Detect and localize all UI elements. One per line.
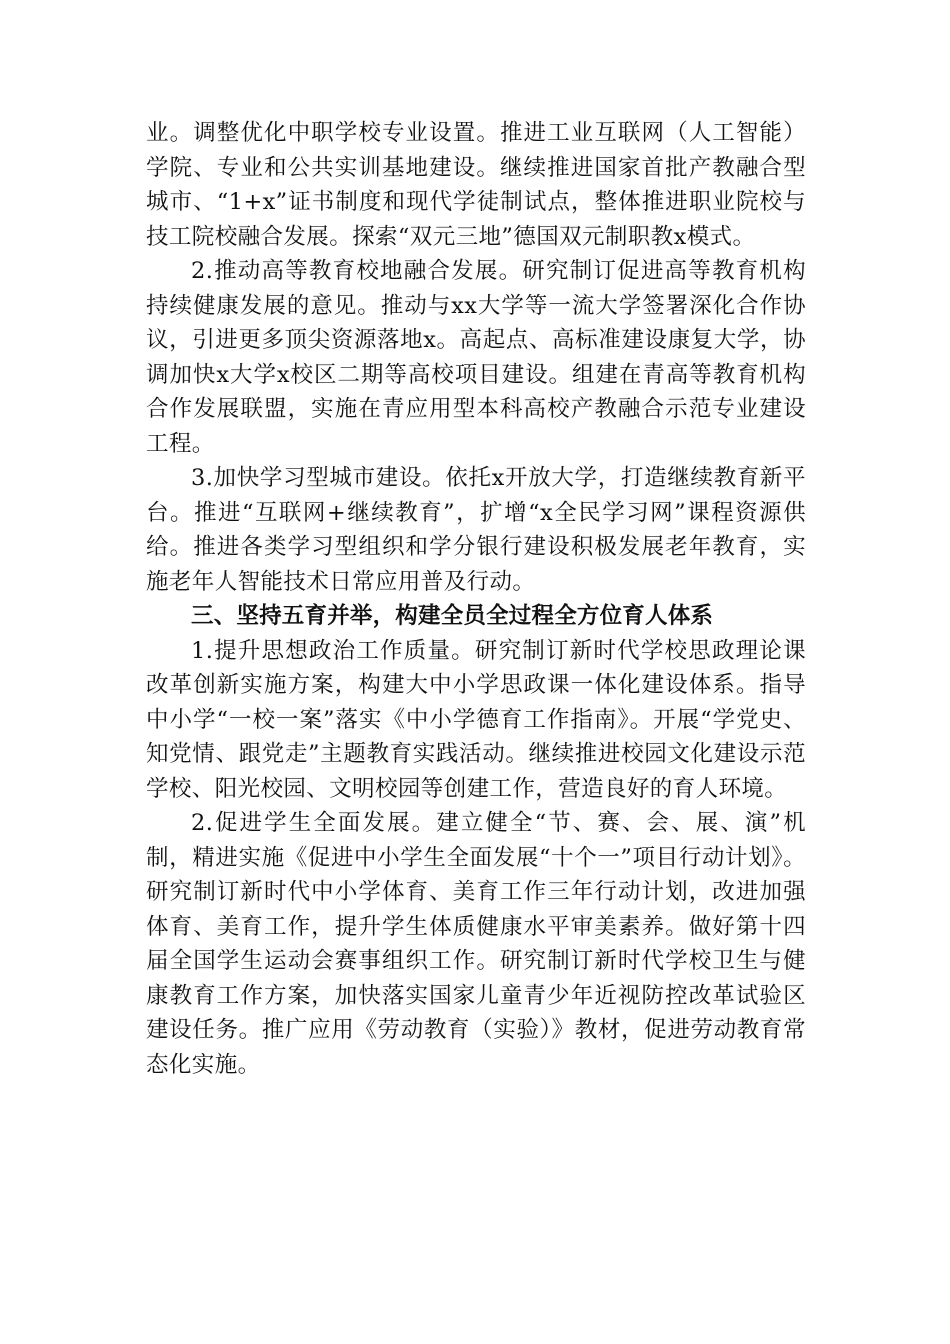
paragraph-learning-city: 3.加快学习型城市建设。依托x开放大学，打造继续教育新平台。推进“互联网+继续教育”，扩增“x全民学习网”课程资源供给。推进各类学习型组织和学分银行建设积极发展老年教育，实施老年人智能技术日常应用普及行动。 xyxy=(146,465,806,595)
paragraph-vocational-education: 业。调整优化中职学校专业设置。推进工业互联网（人工智能）学院、专业和公共实训基地建设。继续推进国家首批产教融合型城市、“1+x”证书制度和现代学徒制试点，整体推进职业院校与技工院校融合发展。探索“双元三地”德国双元制职教x模式。 xyxy=(146,120,806,250)
document-page xyxy=(146,116,806,1082)
paragraph-higher-education: 2.推动高等教育校地融合发展。研究制订促进高等教育机构持续健康发展的意见。推动与xx大学等一流大学签署深化合作协议，引进更多顶尖资源落地x。高起点、高标准建设康复大学，协调加快x大学x校区二期等高校项目建设。组建在青高等教育机构合作发展联盟，实施在青应用型本科高校产教融合示范专业建设工程。 xyxy=(146,258,806,457)
paragraph-ideological-work: 1.提升思想政治工作质量。研究制订新时代学校思政理论课改革创新实施方案，构建大中小学思政课一体化建设体系。指导中小学“一校一案”落实《中小学德育工作指南》。开展“学党史、知党情、跟党走”主题教育实践活动。继续推进校园文化建设示范学校、阳光校园、文明校园等创建工作，营造良好的育人环境。 xyxy=(146,637,806,802)
section-heading-three: 三、坚持五育并举，构建全员全过程全方位育人体系 xyxy=(191,603,714,629)
paragraph-student-development: 2.促进学生全面发展。建立健全“节、赛、会、展、演”机制，精进实施《促进中小学生全面发展“十个一”项目行动计划》。研究制订新时代中小学体育、美育工作三年行动计划，改进加强体育、美育工作，提升学生体质健康水平审美素养。做好第十四届全国学生运动会赛事组织工作。研究制订新时代学校卫生与健康教育工作方案，加快落实国家儿童青少年近视防控改革试验区建设任务。推广应用《劳动教育（实验）》教材，促进劳动教育常态化实施。 xyxy=(146,810,806,1078)
